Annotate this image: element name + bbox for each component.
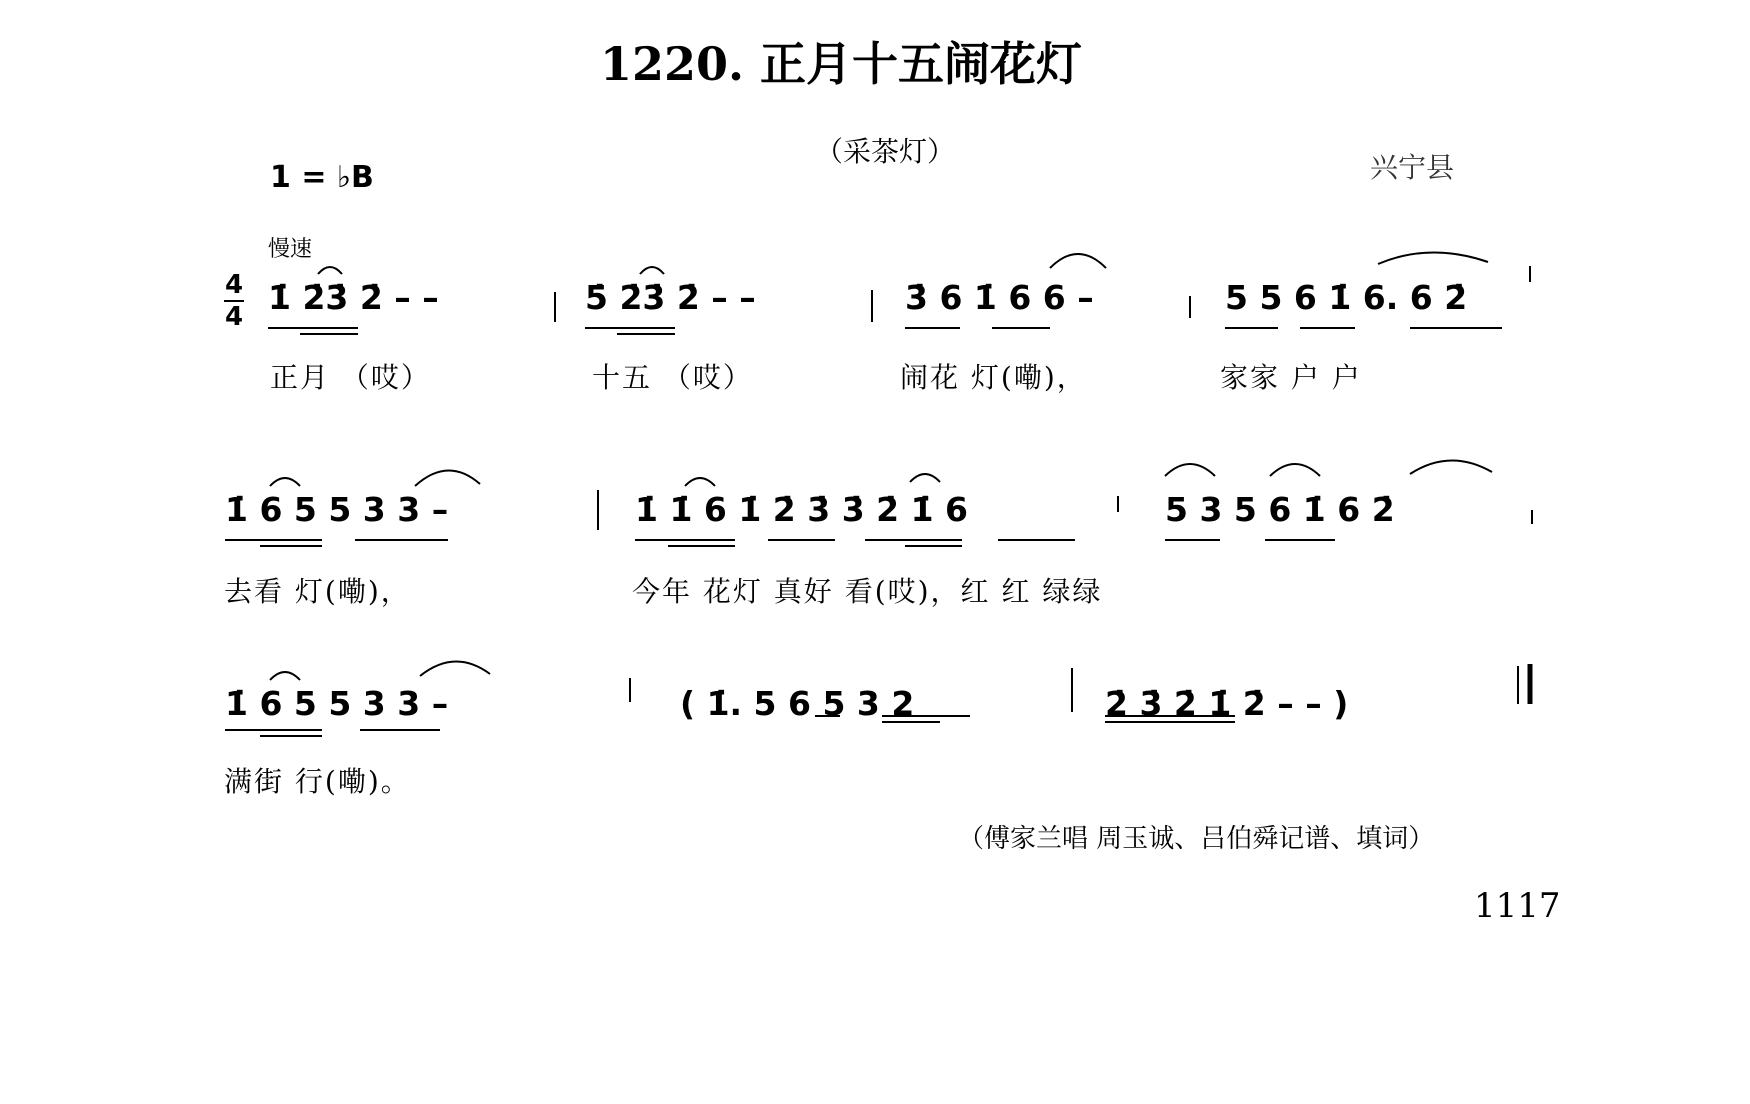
slur bbox=[910, 474, 940, 482]
slur bbox=[318, 267, 342, 274]
system-1-measure-3: 3̇ 6 1̇ 6 6 – bbox=[905, 278, 1094, 317]
slur bbox=[420, 661, 490, 676]
slur bbox=[640, 267, 664, 274]
slur bbox=[1410, 460, 1492, 474]
time-signature-bottom: 4 bbox=[224, 302, 244, 332]
system-2-lyric-1: 去看 灯(嘞)， bbox=[224, 575, 411, 608]
page-number: 1117 bbox=[1474, 886, 1561, 926]
region-label: 兴宁县 bbox=[1370, 151, 1455, 184]
credit-line: （傅家兰唱 周玉诚、吕伯舜记谱、填词） bbox=[958, 824, 1435, 854]
slur bbox=[415, 470, 480, 486]
slur bbox=[1378, 252, 1488, 264]
system-1-measure-1: 1̇ 2̇3̇ 2̇ – – bbox=[268, 278, 439, 317]
slur bbox=[1165, 464, 1215, 476]
slur bbox=[685, 478, 715, 486]
system-3-measure-1: 1̇ 6 5 5 3 3 – bbox=[225, 684, 449, 723]
time-signature-top: 4 bbox=[224, 270, 244, 300]
slur bbox=[1050, 254, 1106, 268]
system-1-lyric-4: 家家 户 户 bbox=[1220, 361, 1362, 394]
system-2-measure-3: 5 3 5 6 1̇ 6 2̇ bbox=[1165, 490, 1395, 529]
system-2-measure-2: 1̇ 1̇ 6 1̇ 2̇ 3̇ 3̇ 2̇ 1̇ 6 bbox=[635, 490, 969, 529]
slur bbox=[270, 478, 300, 486]
system-1-lyric-2: 十五 （哎） bbox=[592, 361, 753, 394]
system-1-lyric-3: 闹花 灯(嘞)， bbox=[900, 361, 1087, 394]
system-1-lyric-1: 正月 （哎） bbox=[270, 361, 431, 394]
slur bbox=[270, 672, 300, 680]
key-signature: 1 = ♭B bbox=[270, 160, 374, 195]
system-3-lyric-1: 满街 行(嘞)。 bbox=[224, 765, 411, 798]
system-3-measure-2: ( 1̇. 5 6 5 3 2 bbox=[680, 684, 915, 723]
tempo-marking: 慢速 bbox=[268, 237, 313, 262]
system-2-lyric-2: 今年 花灯 真好 看(哎)，红 红 绿绿 bbox=[632, 575, 1103, 608]
system-1-measure-2: 5̇ 2̇3̇ 2̇ – – bbox=[585, 278, 756, 317]
page-title: 1220. 正月十五闹花灯 bbox=[600, 37, 1083, 91]
system-2-measure-1: 1̇ 6 5 5 3 3 – bbox=[225, 490, 449, 529]
song-subtitle: （采茶灯） bbox=[815, 135, 956, 168]
slur bbox=[1270, 464, 1320, 476]
system-1-measure-4: 5 5 6 1̇ 6. 6 2̇ bbox=[1225, 278, 1468, 317]
system-3-measure-3: 2̇ 3̇ 2̇ 1̇ 2̇ – – ) bbox=[1105, 684, 1349, 723]
